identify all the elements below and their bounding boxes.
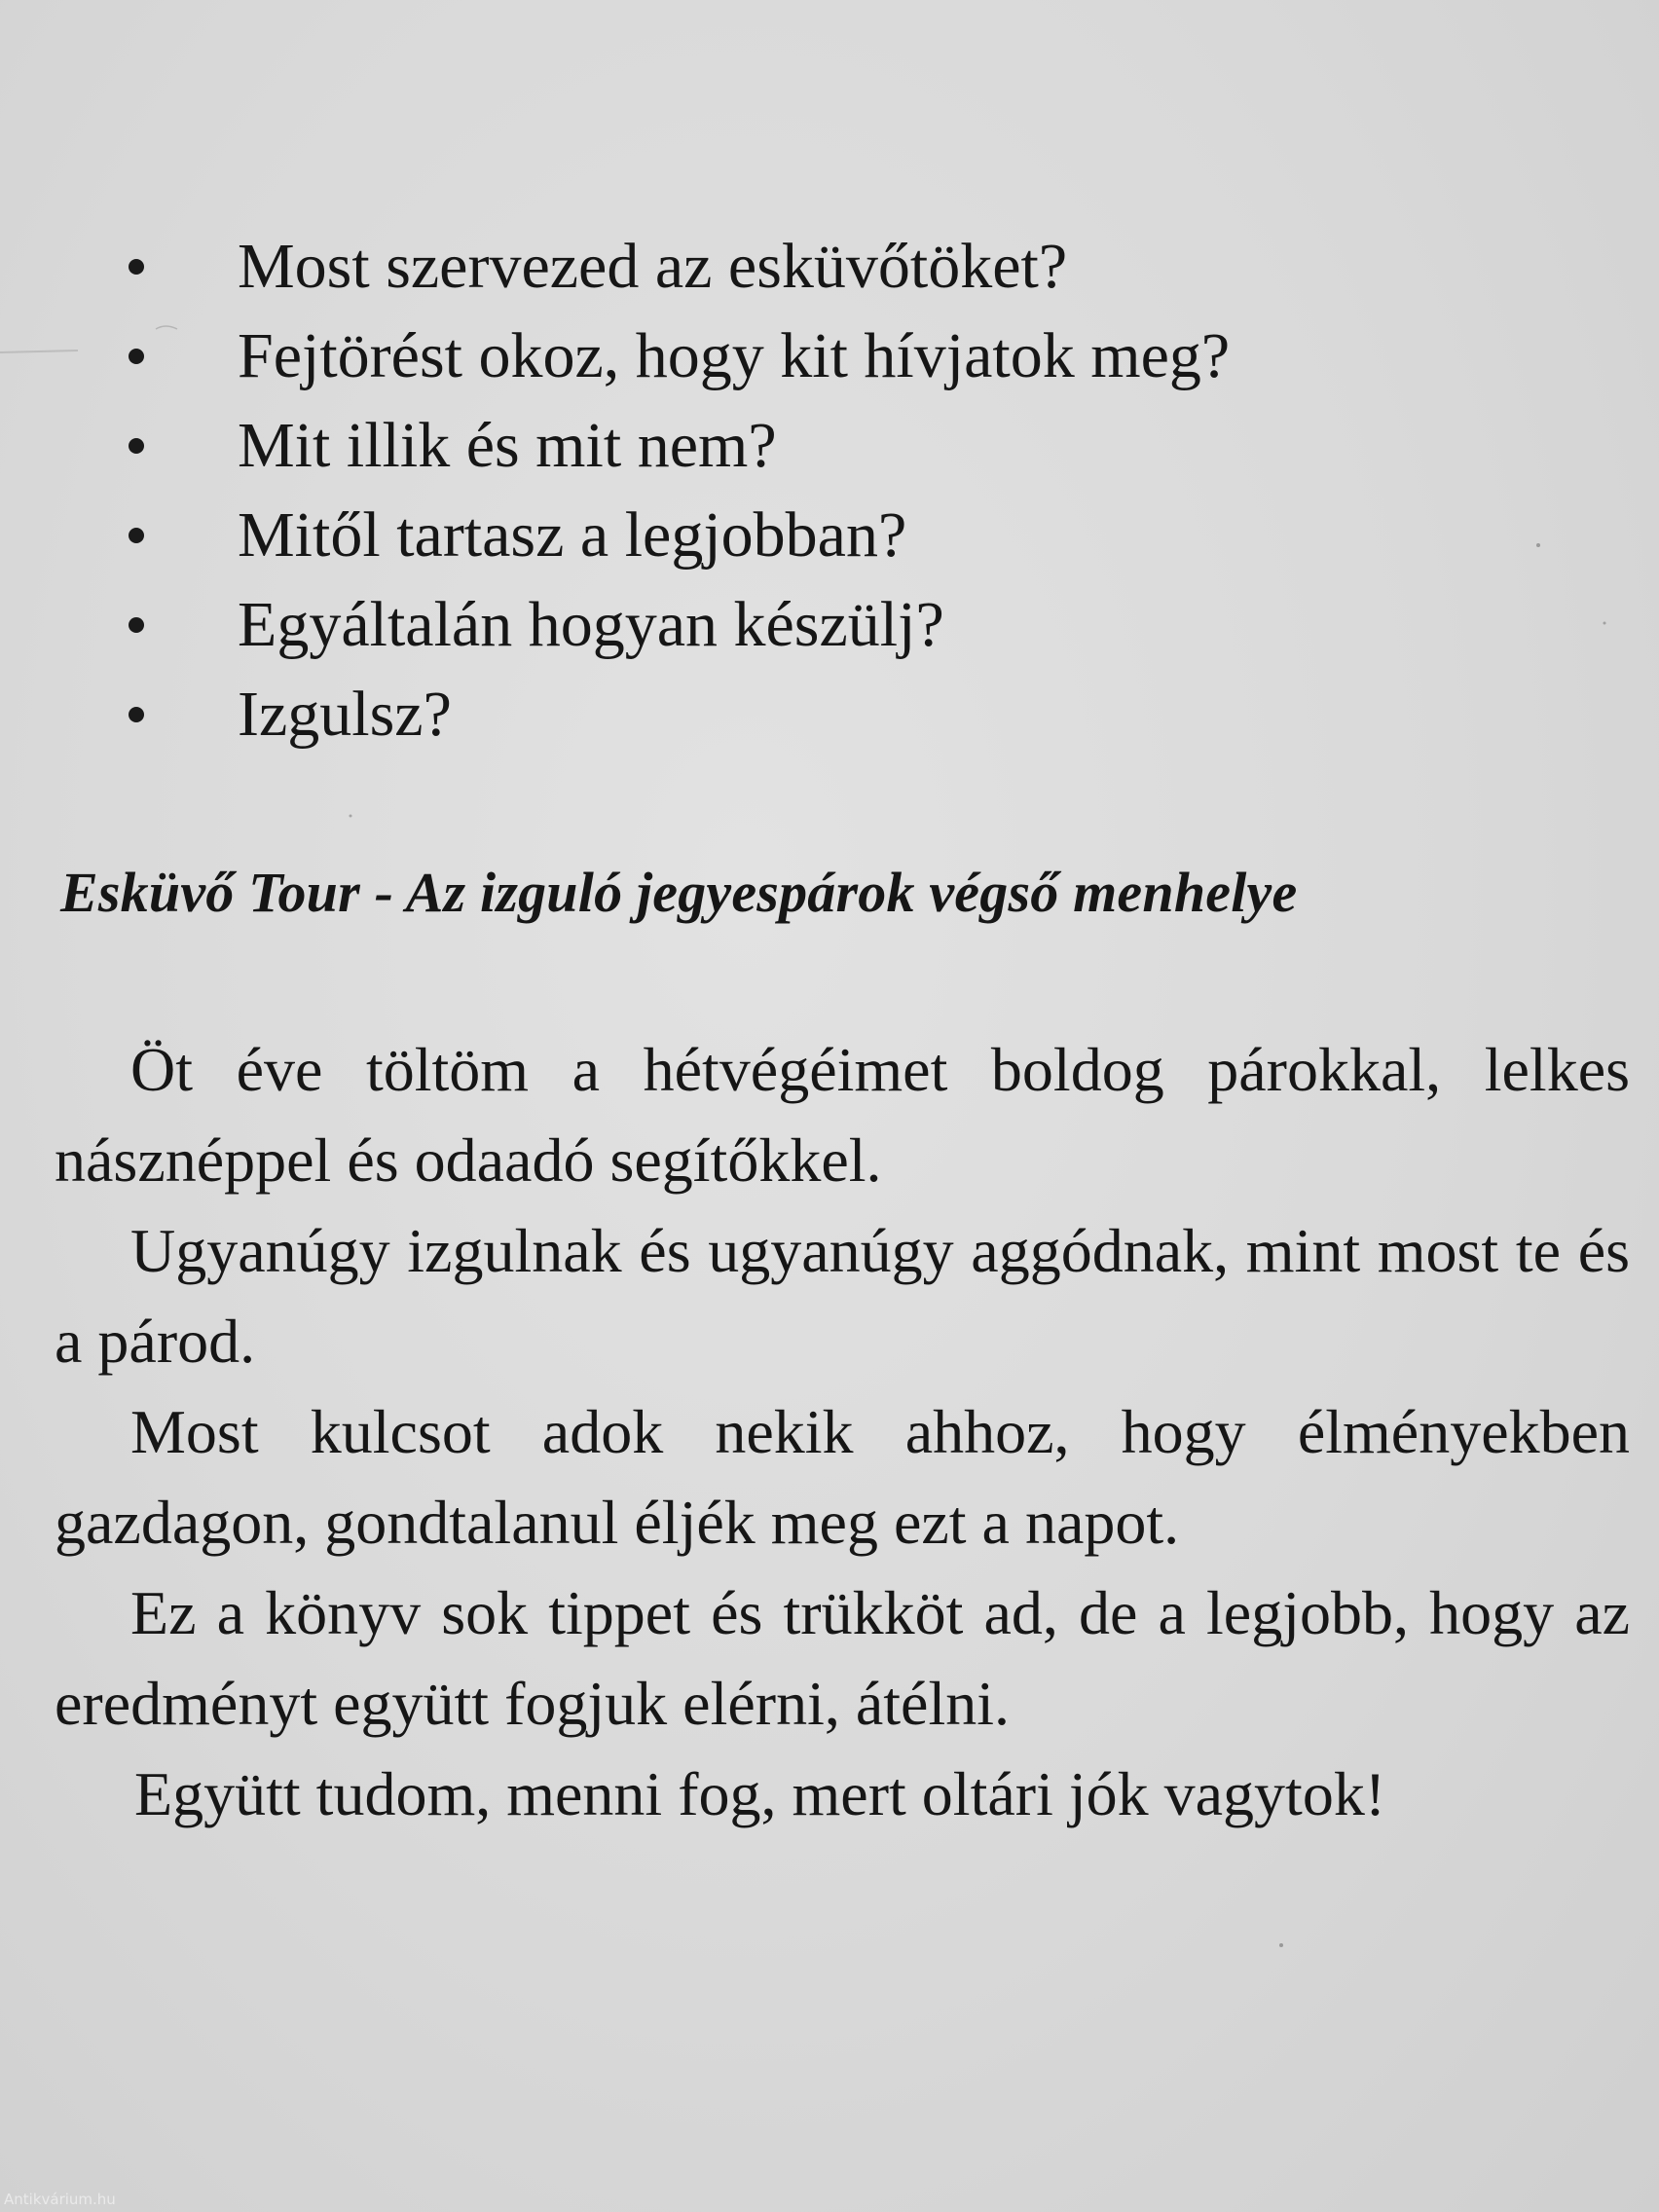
list-item [127,401,1230,491]
list-item-text: Egyáltalán hogyan készülj? [238,589,944,660]
bullet-icon [129,617,144,633]
list-item-text: Fejtörést okoz, hogy kit hívjatok meg? [238,320,1231,391]
bullet-icon [129,349,144,364]
bullet-icon [129,528,144,543]
body-text [55,1024,1630,1839]
list-item-text: Izgulsz? [238,679,452,750]
bullet-icon [129,259,144,275]
paragraph: Öt éve töltöm a hétvégéimet boldog párokkal, lelkes násznéppel és odaadó segítőkkel. [55,1035,1630,1195]
list-item-text: Most szervezed az esküvőtöket? [238,231,1068,302]
list-item [127,312,1230,401]
list-item-text: Mit illik és mit nem? [238,410,777,481]
list-item [127,222,1230,312]
paragraph: Most kulcsot adok nekik ahhoz, hogy élményekben gazdagon, gondtalanul éljék meg ezt a napot. [55,1397,1630,1557]
section-heading: Esküvő Tour - Az izguló jegyespárok végső menhelye [60,861,1298,924]
list-item-text: Mitől tartasz a legjobban? [238,499,907,571]
question-list [127,222,1230,759]
list-item [127,670,1230,759]
paragraph: Együtt tudom, menni fog, mert oltári jók vagytok! [134,1759,1386,1828]
bullet-icon [129,438,144,454]
watermark: Antikvárium.hu [4,2191,116,2208]
bullet-icon [129,707,144,722]
list-item [127,491,1230,580]
paragraph: Ez a könyv sok tippet és trükköt ad, de a legjobb, hogy az eredményt együtt fogjuk elérni, átélni. [55,1578,1630,1738]
paragraph: Ugyanúgy izgulnak és ugyanúgy aggódnak, mint most te és a párod. [55,1216,1630,1376]
list-item [127,580,1230,670]
